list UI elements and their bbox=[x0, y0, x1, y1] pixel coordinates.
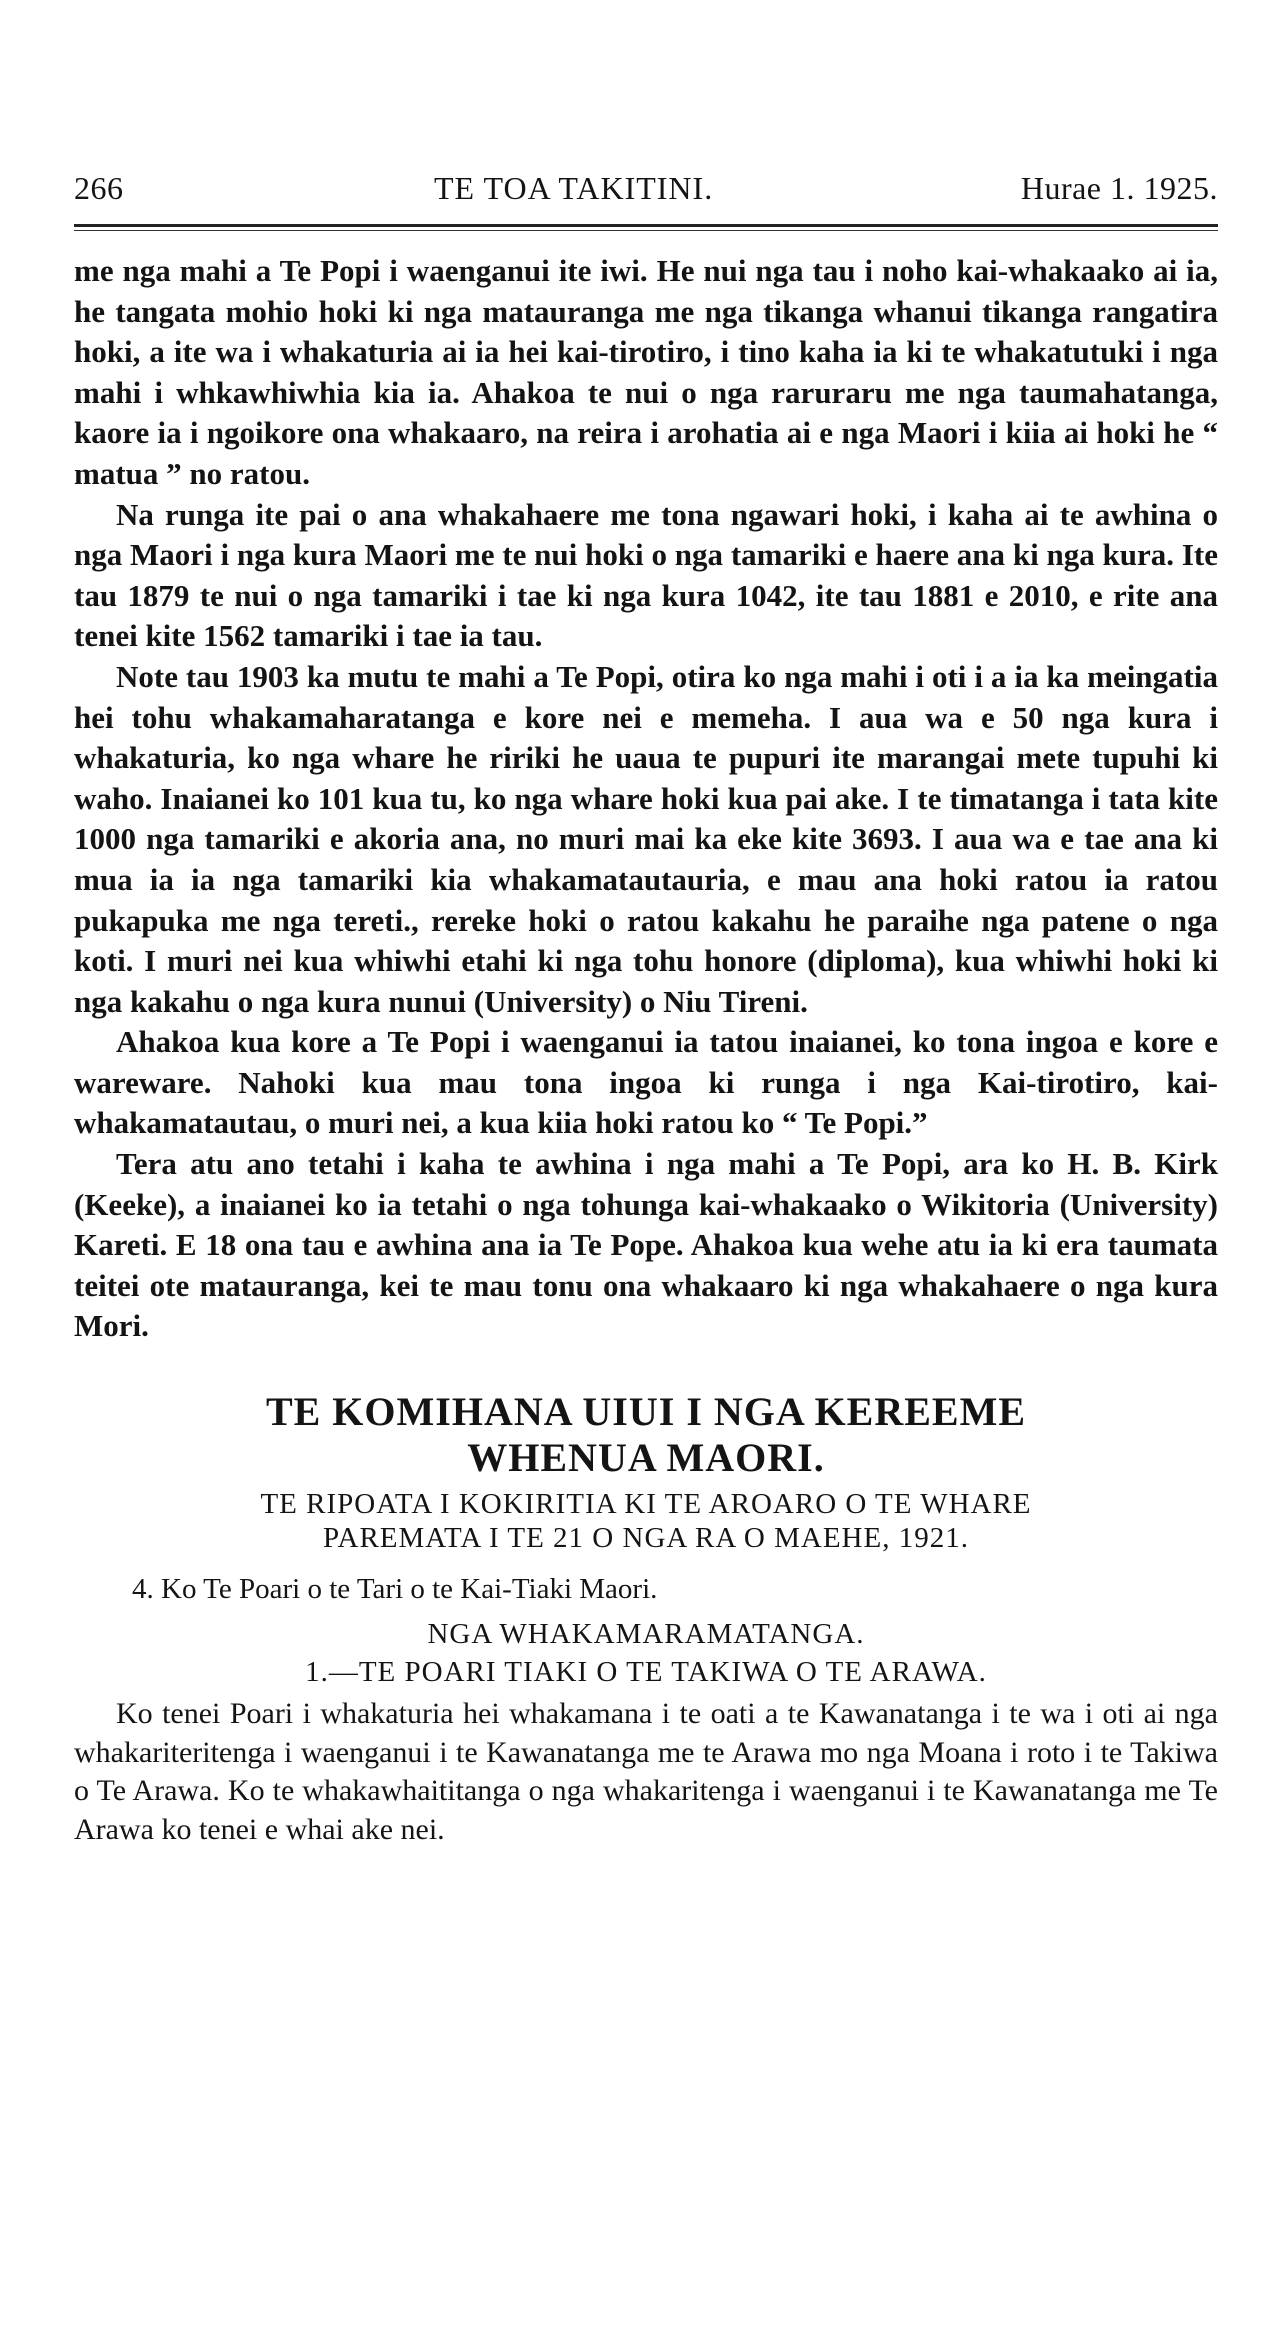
report-subtitle-line-2: PAREMATA I TE 21 O NGA RA O MAEHE, 1921. bbox=[323, 1522, 969, 1555]
report-subtitle bbox=[74, 1487, 1218, 1555]
section-title-line-1: TE KOMIHANA UIUI I NGA KEREEME bbox=[265, 1389, 1027, 1435]
paragraph: Ahakoa kua kore a Te Popi i waenganui ia tatou inaianei, ko tona ingoa e kore e wareware. Nahoki kua mau tona ingoa ki runga i nga Kai-tirotiro, kai-whakamatautau, o muri nei, a kua kiia hoki ratou ko “ Te Popi.” bbox=[74, 1024, 1218, 1141]
journal-page bbox=[74, 170, 1218, 1849]
article-body bbox=[74, 251, 1218, 1347]
header-rule-thick bbox=[74, 224, 1218, 227]
section-title-line-2: WHENUA MAORI. bbox=[467, 1435, 825, 1481]
issue-date: Hurae 1. 1925. bbox=[1020, 170, 1218, 206]
sub-sub-heading: 1.—TE POARI TIAKI O TE TAKIWA O TE ARAWA. bbox=[305, 1656, 987, 1689]
paragraph: Na runga ite pai o ana whakahaere me tona ngawari hoki, i kaha ai te awhina o nga Maori i nga kura Maori me te nui hoki o nga tamariki e haere ana ki nga kura. Ite tau 1879 te nui o nga tamariki i tae ki nga kura 1042, ite tau 1881 e 2010, e rite ana tenei kite 1562 tamariki i tae ia tau. bbox=[74, 496, 1218, 654]
sub-heading: NGA WHAKAMARAMATANGA. bbox=[427, 1618, 865, 1651]
running-title: TE TOA TAKITINI. bbox=[434, 170, 714, 206]
report-subtitle-line-1: TE RIPOATA I KOKIRITIA KI TE AROARO O TE WHARE bbox=[260, 1488, 1032, 1521]
paragraph: Note tau 1903 ka mutu te mahi a Te Popi, otira ko nga mahi i oti i a ia ka meingatia hei tohu whakamaharatanga e kore nei e memeha. I aua wa e 50 nga kura i whakaturia, ko nga whare he ririki he uaua te pupuri ite marangai mete tupuhi ki waho. Inaianei ko 101 kua tu, ko nga whare hoki kua pai ake. I te timatanga i tata kite 1000 nga tamariki e akoria ana, no muri mai ka eke kite 3693. I aua wa e tae ana ki mua ia ia nga tamariki kia whakamatautauria, e mau ana hoki ratou ia ratou pukapuka me nga tereti., rereke hoki o ratou kakahu he paraihe nga patene o nga koti. I muri nei kua whiwhi etahi ki nga tohu honore (diploma), kua whiwhi hoki ki nga kakahu o nga kura nunui (University) o Niu Tireni. bbox=[74, 658, 1218, 1019]
paragraph: Tera atu ano tetahi i kaha te awhina i nga mahi a Te Popi, ara ko H. B. Kirk (Keeke), a inaianei ko ia tetahi o nga tohunga kai-whakaako o Wikitoria (University) Kareti. E 18 ona tau e awhina ana ia Te Pope. Ahakoa kua wehe atu ia ki era taumata teitei ote matauranga, kei te mau tonu ona whakaaro ki nga whakahaere o nga kura Mori. bbox=[74, 1146, 1218, 1344]
paragraph-continued: me nga mahi a Te Popi i waenganui ite iwi. He nui nga tau i noho kai-whakaako ai ia, he tangata mohio hoki ki nga matauranga me nga tikanga whanui tikanga rangatira hoki, a ite wa i whakaturia ai ia hei kai-tirotiro, i tino kaha ia ki te whakatutuki i nga mahi i whkawhiwhia kia ia. Ahakoa te nui o nga raruraru me nga taumahatanga, kaore ia i ngoikore ona whakaaro, na reira i arohatia ai e nga Maori i kiia ai hoki he “ matua ” no ratou. bbox=[74, 253, 1218, 491]
report-paragraph: Ko tenei Poari i whakaturia hei whakamana i te oati a te Kawanatanga i te wa i oti ai nga whakariteritenga i waenganui i te Kawanatanga me te Arawa mo nga Moana i roto i te Takiwa o Te Arawa. Ko te whakawhaititanga o nga whakaritenga i waenganui i te Kawanatanga me Te Arawa ko tenei e whai ake nei. bbox=[74, 1697, 1218, 1846]
page-number: 266 bbox=[74, 170, 124, 206]
header-rule-thin bbox=[74, 230, 1218, 231]
report-body bbox=[74, 1695, 1218, 1849]
section-title bbox=[74, 1389, 1218, 1481]
page-header bbox=[74, 170, 1218, 218]
report-number: 4. Ko Te Poari o te Tari o te Kai-Tiaki Maori. bbox=[132, 1573, 658, 1606]
